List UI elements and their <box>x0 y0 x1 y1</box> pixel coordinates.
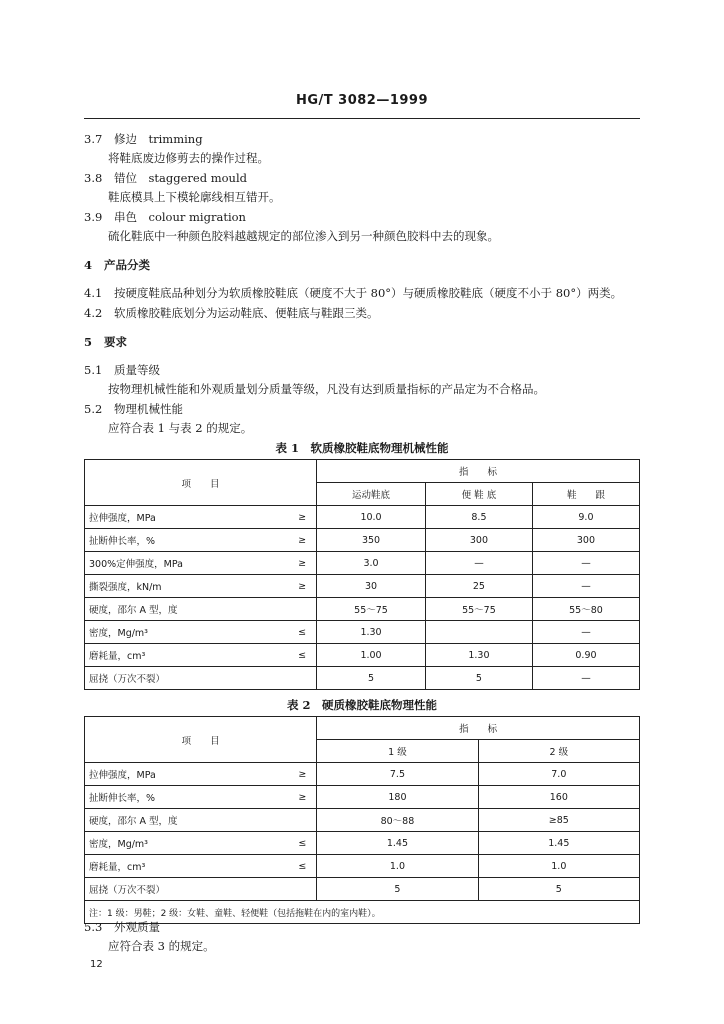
table-2-col-header: 1 级 <box>317 740 478 763</box>
table-1 <box>84 459 640 690</box>
clause-5-1-title: 5.1 质量等级 <box>84 363 160 377</box>
table-2 <box>84 716 640 924</box>
clause-5-3-text: 应符合表 3 的规定。 <box>108 939 215 953</box>
table-1-caption: 表 1 软质橡胶鞋底物理机械性能 <box>275 441 449 455</box>
table-row: 密度，Mg/m³ ≤ 1.45 1.45 <box>85 832 640 855</box>
table-row: 密度，Mg/m³ ≤ 1.30 — <box>85 621 640 644</box>
table-row: 300%定伸强度，MPa ≥ 3.0 — — <box>85 552 640 575</box>
table-row: 硬度，邵尔 A 型，度 80～88 ≥85 <box>85 809 640 832</box>
section-4-heading: 4 产品分类 <box>84 258 150 272</box>
clause-5-2-title: 5.2 物理机械性能 <box>84 402 183 416</box>
table-row: 屈挠（万次不裂） 5 5 <box>85 878 640 901</box>
table-1-col-header: 运动鞋底 <box>317 483 426 506</box>
clause-3-9-term: 3.9 串色 colour migration <box>84 210 246 224</box>
table-row: 拉伸强度，MPa ≥ 7.5 7.0 <box>85 763 640 786</box>
clause-5-2-text: 应符合表 1 与表 2 的规定。 <box>108 421 253 435</box>
table-row: 拉伸强度，MPa ≥ 10.0 8.5 9.0 <box>85 506 640 529</box>
table-1-item-header: 项 目 <box>85 460 317 506</box>
clause-4-2: 4.2 软质橡胶鞋底划分为运动鞋底、便鞋底与鞋跟三类。 <box>84 306 379 320</box>
table-1-col-header: 便 鞋 底 <box>425 483 532 506</box>
table-2-note: 注：1 级：男鞋；2 级：女鞋、童鞋、轻便鞋（包括拖鞋在内的室内鞋）。 <box>85 901 640 924</box>
clause-3-9-definition: 硫化鞋底中一种颜色胶料越越规定的部位渗入到另一种颜色胶料中去的现象。 <box>108 229 499 243</box>
table-2-group-header: 指 标 <box>317 717 640 740</box>
table-2-caption: 表 2 硬质橡胶鞋底物理性能 <box>286 698 437 712</box>
clause-3-8-definition: 鞋底模具上下模轮廓线相互错开。 <box>108 190 281 204</box>
table-row: 硬度，邵尔 A 型，度 55～75 55～75 55～80 <box>85 598 640 621</box>
section-5-heading: 5 要求 <box>84 335 127 349</box>
table-row: 扯断伸长率，% ≥ 180 160 <box>85 786 640 809</box>
table-row: 扯断伸长率，% ≥ 350 300 300 <box>85 529 640 552</box>
running-header: HG/T 3082—1999 <box>295 93 429 108</box>
clause-3-7-term: 3.7 修边 trimming <box>84 132 203 146</box>
table-1-group-header: 指 标 <box>317 460 640 483</box>
table-row: 磨耗量，cm³ ≤ 1.00 1.30 0.90 <box>85 644 640 667</box>
clause-3-7-definition: 将鞋底废边修剪去的操作过程。 <box>108 151 269 165</box>
clause-5-3-title: 5.3 外观质量 <box>84 920 160 934</box>
table-row: 磨耗量，cm³ ≤ 1.0 1.0 <box>85 855 640 878</box>
clause-5-1-text: 按物理机械性能和外观质量划分质量等级，凡没有达到质量指标的产品定为不合格品。 <box>108 382 545 396</box>
table-row: 屈挠（万次不裂） 5 5 — <box>85 667 640 690</box>
clause-3-8-term: 3.8 错位 staggered mould <box>84 171 248 185</box>
page-number: 12 <box>90 959 103 970</box>
table-row: 撕裂强度，kN/m ≥ 30 25 — <box>85 575 640 598</box>
clause-4-1: 4.1 按硬度鞋底品种划分为软质橡胶鞋底（硬度不大于 80°）与硬质橡胶鞋底（硬度不小于 80°）两类。 <box>84 286 623 300</box>
table-1-col-header: 鞋 跟 <box>532 483 639 506</box>
table-2-item-header: 项 目 <box>85 717 317 763</box>
header-rule <box>84 118 640 119</box>
table-2-col-header: 2 级 <box>478 740 639 763</box>
